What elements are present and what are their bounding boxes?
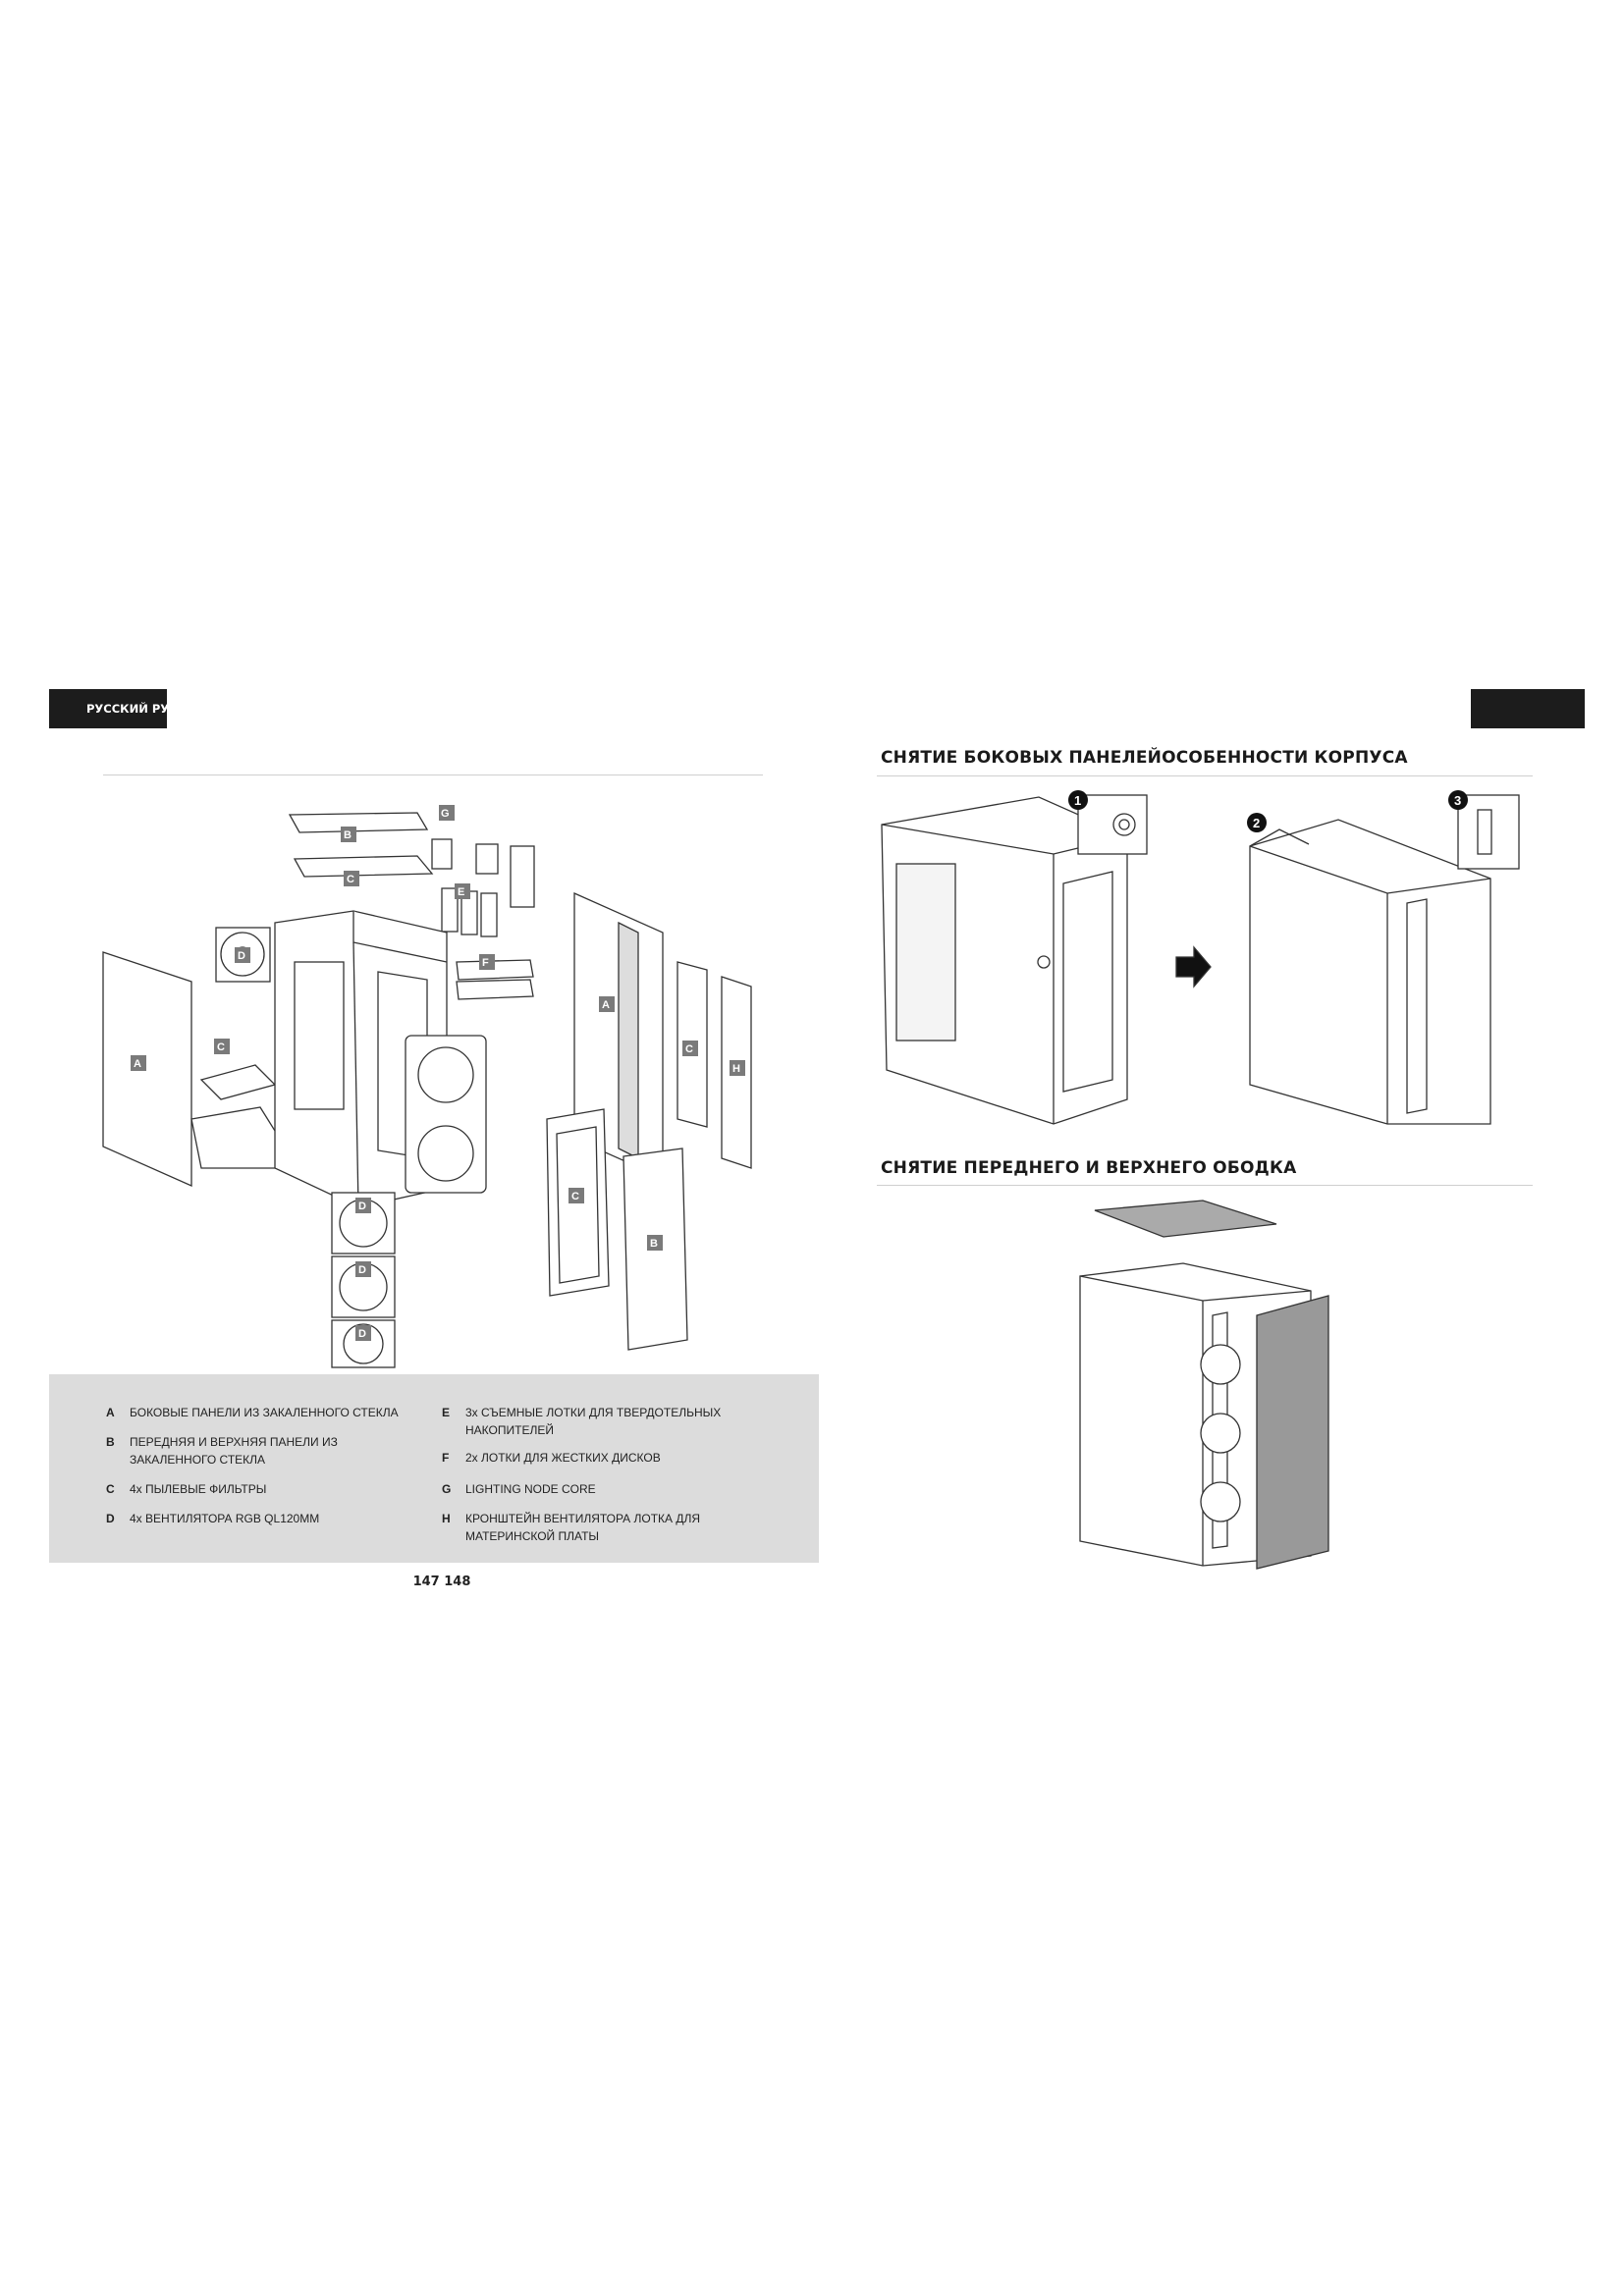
section1-divider <box>877 775 1533 776</box>
legend-item-b: B ПЕРЕДНЯЯ И ВЕРХНЯЯ ПАНЕЛИ ИЗ ЗАКАЛЕННОГО СТЕКЛА <box>106 1435 338 1467</box>
svg-text:2: 2 <box>1253 816 1261 830</box>
label-a-right <box>599 996 615 1012</box>
label-d-top <box>235 947 250 963</box>
bezel-removal-illustration <box>1065 1193 1345 1575</box>
label-e <box>455 883 470 899</box>
svg-text:B: B <box>344 829 352 841</box>
svg-text:H: H <box>732 1063 740 1075</box>
top-bezel <box>1095 1201 1276 1237</box>
svg-text:D: D <box>358 1201 366 1212</box>
svg-text:1: 1 <box>1074 793 1082 808</box>
svg-text:3: 3 <box>1454 793 1462 808</box>
label-c-right <box>682 1041 698 1056</box>
left-divider <box>103 774 763 775</box>
label-f <box>479 954 495 970</box>
label-a-left <box>131 1055 146 1071</box>
svg-text:D: D <box>358 1328 366 1340</box>
svg-text:A: A <box>134 1058 141 1070</box>
label-b-top <box>341 827 356 842</box>
legend-item-e: E 3x СЪЕМНЫЕ ЛОТКИ ДЛЯ ТВЕРДОТЕЛЬНЫХ НАКОПИТЕЛЕЙ <box>442 1406 722 1437</box>
language-tab: РУССКИЙ РУССКИ <box>49 689 167 728</box>
step-2-badge <box>1247 813 1267 832</box>
label-d-front3 <box>355 1325 371 1341</box>
section-title-front-top-bezel: СНЯТИЕ ПЕРЕДНЕГО И ВЕРХНЕГО ОБОДКА <box>881 1158 1297 1178</box>
step-1-badge <box>1068 790 1088 810</box>
step-3-badge <box>1448 790 1468 810</box>
legend-item-a: A БОКОВЫЕ ПАНЕЛИ ИЗ ЗАКАЛЕННОГО СТЕКЛА <box>106 1406 399 1419</box>
legend-item-c: C 4x ПЫЛЕВЫЕ ФИЛЬТРЫ <box>106 1482 267 1496</box>
label-b-front <box>647 1235 663 1251</box>
side-panel-removal-illustration <box>877 785 1544 1124</box>
label-h <box>730 1060 745 1076</box>
label-c-front <box>568 1188 584 1203</box>
page-numbers: 147 148 <box>412 1575 471 1589</box>
top-glass-panel <box>290 813 427 832</box>
svg-text:D: D <box>238 950 245 962</box>
svg-text:D: D <box>358 1264 366 1276</box>
legend-item-f: F 2x ЛОТКИ ДЛЯ ЖЕСТКИХ ДИСКОВ <box>442 1451 661 1465</box>
label-c-tray <box>214 1039 230 1054</box>
label-c-top <box>344 871 359 886</box>
svg-text:C: C <box>685 1043 693 1055</box>
label-g <box>439 805 455 821</box>
callout-step1 <box>1078 795 1147 854</box>
svg-text:E: E <box>458 886 465 898</box>
svg-text:C: C <box>347 874 354 885</box>
legend-item-d: D 4x ВЕНТИЛЯТОРА RGB QL120MM <box>106 1512 320 1525</box>
legend-item-h: H КРОНШТЕЙН ВЕНТИЛЯТОРА ЛОТКА ДЛЯ МАТЕРИНСКОЙ ПЛАТЫ <box>442 1512 701 1543</box>
next-arrow-icon <box>1176 947 1211 987</box>
svg-text:C: C <box>217 1041 225 1053</box>
exploded-case-diagram <box>93 795 820 1369</box>
svg-text:G: G <box>441 808 450 820</box>
label-d-front2 <box>355 1261 371 1277</box>
lighting-node <box>432 839 452 869</box>
svg-text:F: F <box>482 957 489 969</box>
svg-text:C: C <box>571 1191 579 1202</box>
section2-divider <box>877 1185 1533 1186</box>
svg-text:B: B <box>650 1238 658 1250</box>
front-bezel <box>1257 1296 1328 1569</box>
label-d-front1 <box>355 1198 371 1213</box>
top-filter-panel <box>295 856 432 877</box>
parts-legend <box>49 1374 819 1563</box>
left-glass-panel <box>103 952 191 1186</box>
svg-text:A: A <box>602 999 610 1011</box>
language-tab-right <box>1471 689 1585 728</box>
section-title-side-panels: СНЯТИЕ БОКОВЫХ ПАНЕЛЕЙОСОБЕННОСТИ КОРПУСА <box>881 748 1408 768</box>
legend-item-g: G LIGHTING NODE CORE <box>442 1482 596 1496</box>
